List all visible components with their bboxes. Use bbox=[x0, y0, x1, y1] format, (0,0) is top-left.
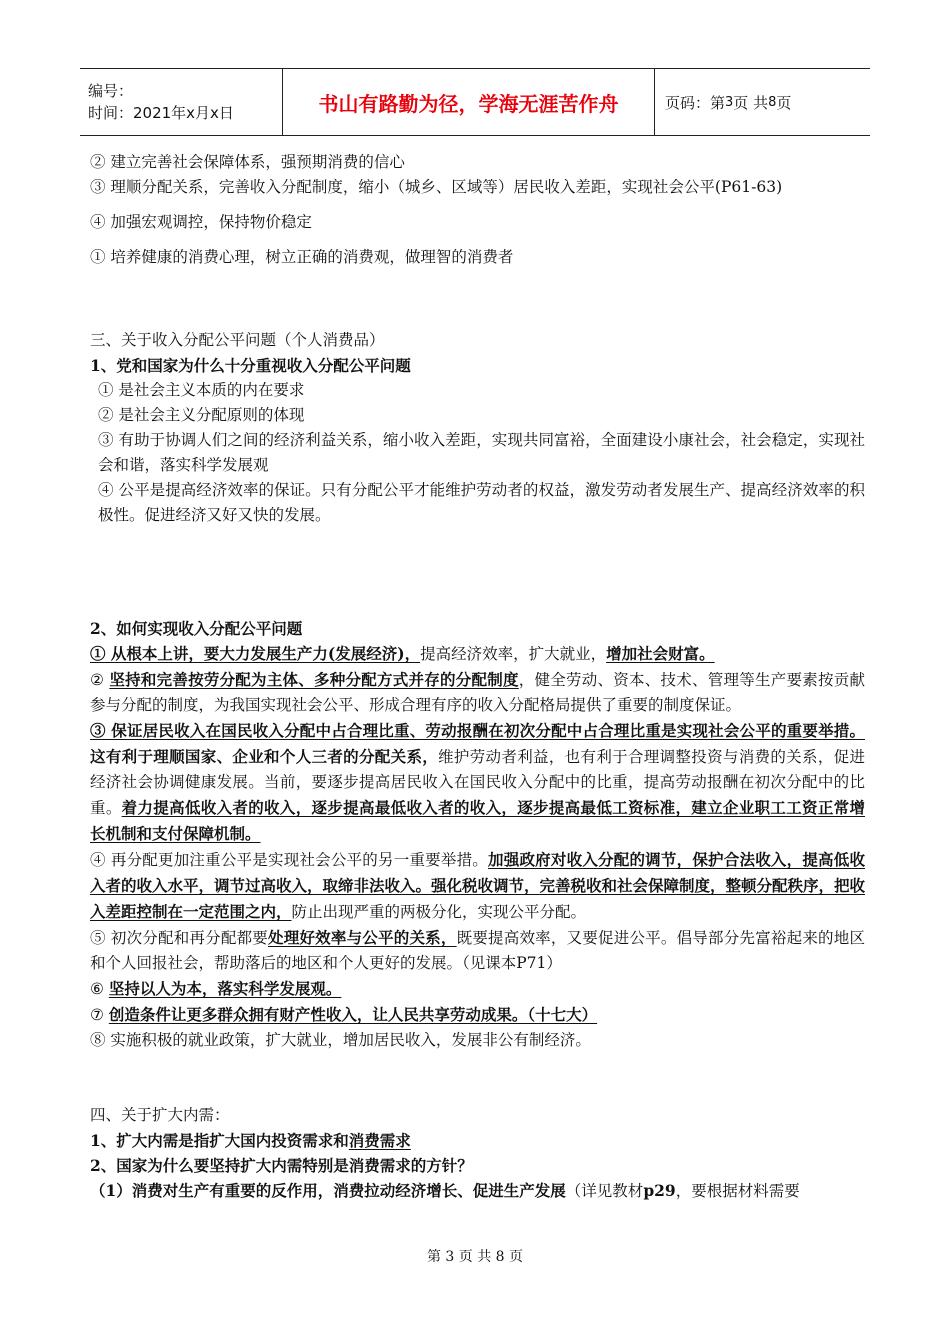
plain-text: 既要提高效率，又要促进公平。倡导部分先富裕起来的地区和个人回报社会，帮助落后的地区和个人更好的发展。（见课本P71） bbox=[90, 929, 865, 972]
paragraph: ③ 理顺分配关系，完善收入分配制度，缩小（城乡、区域等）居民收入差距，实现社会公平(P61-63) bbox=[90, 178, 783, 196]
list-item bbox=[90, 1002, 865, 1028]
list-item: ⑧ 实施积极的就业政策，扩大就业，增加居民收入，发展非公有制经济。 bbox=[90, 1031, 591, 1049]
list-item bbox=[90, 976, 865, 1002]
number-label: 编号： bbox=[88, 82, 134, 100]
page-prefix: 页码：第 bbox=[665, 93, 726, 112]
list-item bbox=[90, 925, 865, 976]
plain-text: ⑥ bbox=[90, 980, 109, 998]
paragraph: ② 建立完善社会保障体系，强预期消费的信心 bbox=[90, 153, 405, 171]
list-item bbox=[90, 667, 865, 718]
emphasis-text: 坚持以人为本，落实科学发展观。 bbox=[108, 979, 342, 998]
emphasis-text: ① 从根本上讲，要大力发展生产力(发展经济)， bbox=[90, 644, 421, 663]
list-item bbox=[90, 847, 865, 925]
list-item: ② 是社会主义分配原则的体现 bbox=[98, 406, 305, 424]
list-item: ① 是社会主义本质的内在要求 bbox=[98, 381, 305, 399]
plain-text: 维护劳动者利益，也有利于合理调整投资与消费的关系，促进经济社会协调健康发展。当前，要逐步提高居民收入在国民收入分配中的比重，提高劳动报酬在初次分配中的比重。 bbox=[90, 748, 865, 817]
plain-text: 防止出现严重的两极分化，实现公平分配。 bbox=[291, 903, 587, 921]
question-heading: 1、党和国家为什么十分重视收入分配公平问题 bbox=[90, 356, 411, 375]
date-label: 时间：2021年x月x日 bbox=[88, 104, 234, 122]
emphasis-text: 处理好效率与公平的关系， bbox=[268, 928, 457, 947]
paragraph: ④ 加强宏观调控，保持物价稳定 bbox=[90, 213, 312, 231]
plain-text: ，健全劳动、资本、技术、管理等生产要素按贡献参与分配的制度，为我国实现社会公平、形成合理有序的收入分配格局提供了重要的制度保证。 bbox=[90, 671, 865, 714]
question-heading bbox=[90, 1128, 865, 1153]
bold-text: （1）消费对生产有重要的反作用，消费拉动经济增长、促进生产发展 bbox=[90, 1181, 566, 1200]
section-title: 四、关于扩大内需： bbox=[90, 1106, 230, 1124]
emphasis-text: 坚持和完善按劳分配为主体、多种分配方式并存的分配制度 bbox=[109, 670, 519, 689]
header-meta bbox=[80, 69, 282, 135]
emphasis-text: 消费需求 bbox=[348, 1131, 411, 1150]
header-page-info bbox=[655, 69, 870, 135]
emphasis-text: ③ 保证居民收入在国民收入分配中占合理比重、劳动报酬在初次分配中占合理比重是实现社会公平的重要举措。 bbox=[90, 721, 865, 740]
paragraph: ① 培养健康的消费心理，树立正确的消费观，做理智的消费者 bbox=[90, 248, 514, 266]
emphasis-text: 增加社会财富。 bbox=[606, 644, 715, 663]
bold-text: 这有利于理顺国家、企业和个人三者的分配关系， bbox=[90, 747, 439, 766]
bold-text: 1、扩大内需是指扩大国内投资需求和 bbox=[90, 1131, 349, 1150]
emphasis-text: 创造条件让更多群众拥有财产性收入，让人民共享劳动成果。（十七大） bbox=[108, 1005, 598, 1024]
list-item bbox=[90, 641, 865, 667]
plain-text: ⑦ bbox=[90, 1006, 109, 1024]
question-heading: 2、国家为什么要坚持扩大内需特别是消费需求的方针？ bbox=[90, 1156, 473, 1175]
question-heading: 2、如何实现收入分配公平问题 bbox=[90, 619, 303, 638]
list-item bbox=[90, 718, 865, 847]
page-footer: 第 3 页 共 8 页 bbox=[426, 1249, 524, 1265]
page-mid: 页 共 bbox=[733, 93, 769, 112]
plain-text: （详见教材 bbox=[565, 1182, 644, 1200]
section-title: 三、关于收入分配公平问题（个人消费品） bbox=[90, 331, 385, 349]
document-body bbox=[90, 150, 865, 1204]
page-suffix: 页 bbox=[776, 93, 792, 112]
page-header bbox=[80, 68, 870, 136]
list-item: ④ 公平是提高经济效率的保证。只有分配公平才能维护劳动者的权益，激发劳动者发展生产、提高经济效率的积极性。促进经济又好又快的发展。 bbox=[98, 481, 865, 524]
list-item: ③ 有助于协调人们之间的经济利益关系，缩小收入差距，实现共同富裕，全面建设小康社会，社会稳定，实现社会和谐，落实科学发展观 bbox=[98, 431, 865, 474]
page-number: 3 bbox=[725, 94, 734, 110]
page-total: 8 bbox=[768, 94, 777, 110]
plain-text: ② bbox=[90, 671, 110, 689]
plain-text: ，要根据材料需要 bbox=[675, 1182, 800, 1200]
emphasis-text: 着力提高低收入者的收入，逐步提高最低收入者的收入，逐步提高最低工资标准，建立企业职工工资正常增长机制和支付保障机制。 bbox=[90, 798, 865, 843]
emphasis-text: 加强政府对收入分配的调节，保护合法收入，提高低收入者的收入水平，调节过高收入，取缔非法收入。强化税收调节，完善税收和社会保障制度，整顿分配秩序，把收入差距控制在一定范围之内， bbox=[90, 850, 866, 921]
plain-text: 提高经济效率，扩大就业， bbox=[420, 645, 607, 663]
bold-text: p29 bbox=[643, 1181, 676, 1200]
plain-text: ④ 再分配更加注重公平是实现社会公平的另一重要举措。 bbox=[90, 851, 489, 869]
list-item bbox=[90, 1178, 865, 1204]
plain-text: ⑤ 初次分配和再分配都要 bbox=[90, 929, 269, 947]
header-motto: 书山有路勤为径，学海无涯苦作舟 bbox=[282, 69, 655, 135]
